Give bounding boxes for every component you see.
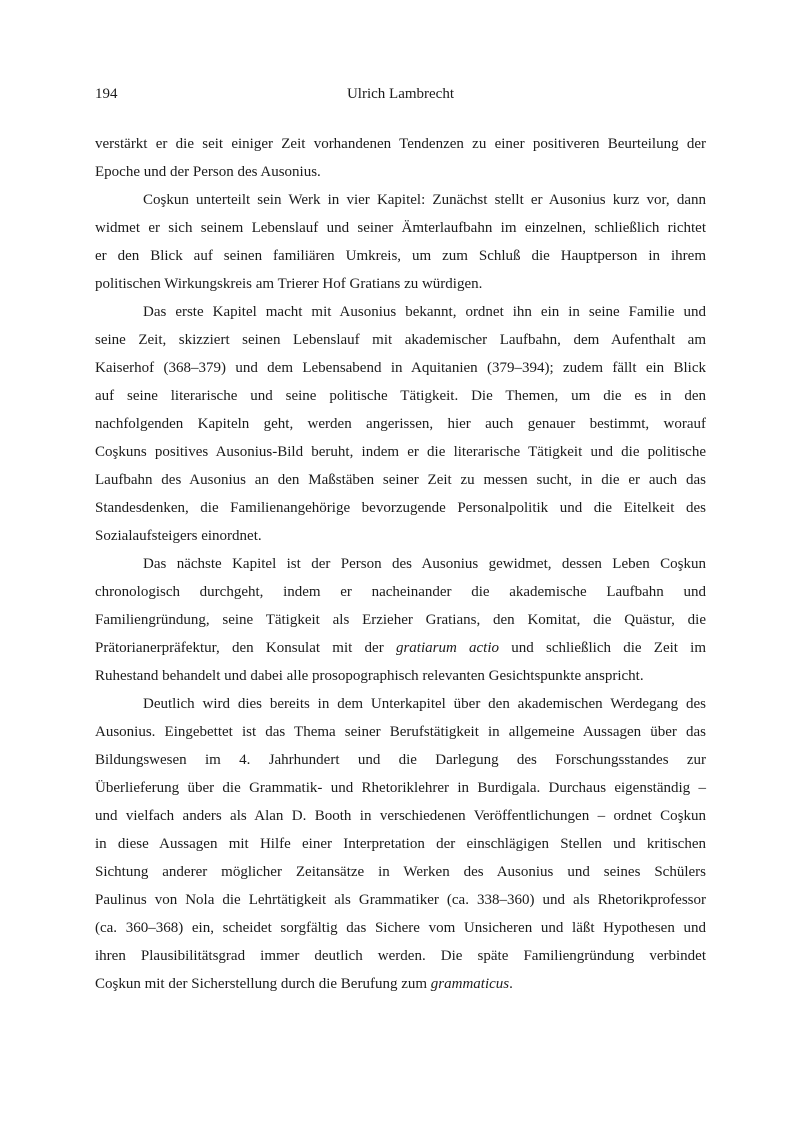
text-line [95, 270, 706, 298]
text-segment: Standesdenken, die Familienangehörige bevorzugende Personalpolitik und die Eitelkeit des [95, 500, 706, 516]
text-line [95, 774, 706, 802]
text-segment: Sichtung anderer möglicher Zeitansätze in Werken des Ausonius und seines Schülers [95, 864, 706, 880]
text-line [95, 466, 706, 494]
text-segment: er den Blick auf seinen familiären Umkreis, um zum Schluß die Hauptperson in ihrem [95, 248, 706, 264]
text-segment: Ausonius. Eingebettet ist das Thema seiner Berufstätigkeit in allgemeine Aussagen über das [95, 724, 706, 740]
text-line [95, 354, 706, 382]
text-line [95, 858, 706, 886]
text-line [95, 522, 706, 550]
text-line [95, 494, 706, 522]
text-line [95, 382, 706, 410]
text-segment: Prätorianerpräfektur, den Konsulat mit der [95, 640, 396, 656]
text-line [95, 942, 706, 970]
text-segment: chronologisch durchgeht, indem er nacheinander die akademische Laufbahn und [95, 584, 706, 600]
latin-term: gratiarum actio [395, 640, 500, 656]
text-segment: Das nächste Kapitel ist der Person des Ausonius gewidmet, dessen Leben Coşkun [143, 556, 706, 572]
text-line [95, 550, 706, 578]
text-segment: in diese Aussagen mit Hilfe einer Interpretation der einschlägigen Stellen und kritischen [95, 836, 706, 852]
paragraph [95, 130, 706, 186]
text-segment: Paulinus von Nola die Lehrtätigkeit als Grammatiker (ca. 338–360) und als Rhetorikprofessor [95, 892, 706, 908]
text-segment: Coşkuns positives Ausonius-Bild beruht, indem er die literarische Tätigkeit und die politische [95, 444, 706, 460]
text-segment: ihren Plausibilitätsgrad immer deutlich werden. Die späte Familiengründung verbindet [95, 948, 706, 964]
paragraph [95, 690, 706, 998]
text-segment: (ca. 360–368) ein, scheidet sorgfältig das Sichere vom Unsicheren und läßt Hypothesen und [95, 920, 706, 936]
text-line [95, 914, 706, 942]
text-segment: und vielfach anders als Alan D. Booth in verschiedenen Veröffentlichungen – ordnet Coşkun [95, 808, 706, 824]
text-line [95, 242, 706, 270]
text-segment: Bildungswesen im 4. Jahrhundert und die Darlegung des Forschungsstandes zur [95, 752, 706, 768]
text-segment: Epoche und der Person des Ausonius. [95, 164, 321, 180]
paragraph [95, 550, 706, 690]
text-line [95, 830, 706, 858]
text-line [95, 438, 706, 466]
latin-term: grammaticus [430, 976, 510, 992]
text-line [95, 886, 706, 914]
text-segment: Kaiserhof (368–379) und dem Lebensabend in Aquitanien (379–394); zudem fällt ein Blick [95, 360, 706, 376]
text-segment: Laufbahn des Ausonius an den Maßstäben seiner Zeit zu messen sucht, in die er auch das [95, 472, 706, 488]
text-line [95, 186, 706, 214]
text-segment: . [509, 976, 513, 992]
text-line [95, 662, 706, 690]
text-line [95, 158, 706, 186]
text-line [95, 802, 706, 830]
text-segment: Sozialaufsteigers einordnet. [95, 528, 262, 544]
text-line [95, 326, 706, 354]
text-segment: Überlieferung über die Grammatik- und Rhetoriklehrer in Burdigala. Durchaus eigenständig – [95, 780, 706, 796]
text-segment: widmet er sich seinem Lebenslauf und seiner Ämterlaufbahn im einzelnen, schließlich richtet [95, 220, 706, 236]
text-line [95, 606, 706, 634]
text-segment: Coşkun unterteilt sein Werk in vier Kapitel: Zunächst stellt er Ausonius kurz vor, dann [143, 192, 706, 208]
text-segment: nachfolgenden Kapiteln geht, werden angerissen, hier auch genauer bestimmt, worauf [95, 416, 706, 432]
text-line [95, 746, 706, 774]
text-line [95, 410, 706, 438]
text-line [95, 634, 706, 662]
text-segment: Deutlich wird dies bereits in dem Unterkapitel über den akademischen Werdegang des [143, 696, 706, 712]
text-segment: politischen Wirkungskreis am Trierer Hof Gratians zu würdigen. [95, 276, 483, 292]
text-segment: Familiengründung, seine Tätigkeit als Erzieher Gratians, den Komitat, die Quästur, die [95, 612, 706, 628]
paragraph [95, 186, 706, 298]
running-head: Ulrich Lambrecht [346, 86, 455, 102]
text-line [95, 690, 706, 718]
page-body [95, 130, 706, 998]
text-line [95, 970, 706, 998]
text-segment: auf seine literarische und seine politische Tätigkeit. Die Themen, um die es in den [95, 388, 706, 404]
text-line [95, 214, 706, 242]
text-segment: verstärkt er die seit einiger Zeit vorhandenen Tendenzen zu einer positiveren Beurteilung der [95, 136, 706, 152]
text-line [95, 718, 706, 746]
paragraph [95, 298, 706, 550]
text-line [95, 578, 706, 606]
text-segment: und schließlich die Zeit im [499, 640, 707, 656]
text-line [95, 130, 706, 158]
text-segment: Das erste Kapitel macht mit Ausonius bekannt, ordnet ihn ein in seine Familie und [143, 304, 706, 320]
text-segment: Coşkun mit der Sicherstellung durch die Berufung zum [95, 976, 431, 992]
page-number: 194 [95, 86, 118, 102]
text-segment: seine Zeit, skizziert seinen Lebenslauf mit akademischer Laufbahn, dem Aufenthalt am [95, 332, 706, 348]
text-line [95, 298, 706, 326]
page-header [95, 84, 706, 104]
text-segment: Ruhestand behandelt und dabei alle prosopographisch relevanten Gesichtspunkte anspricht. [95, 668, 644, 684]
